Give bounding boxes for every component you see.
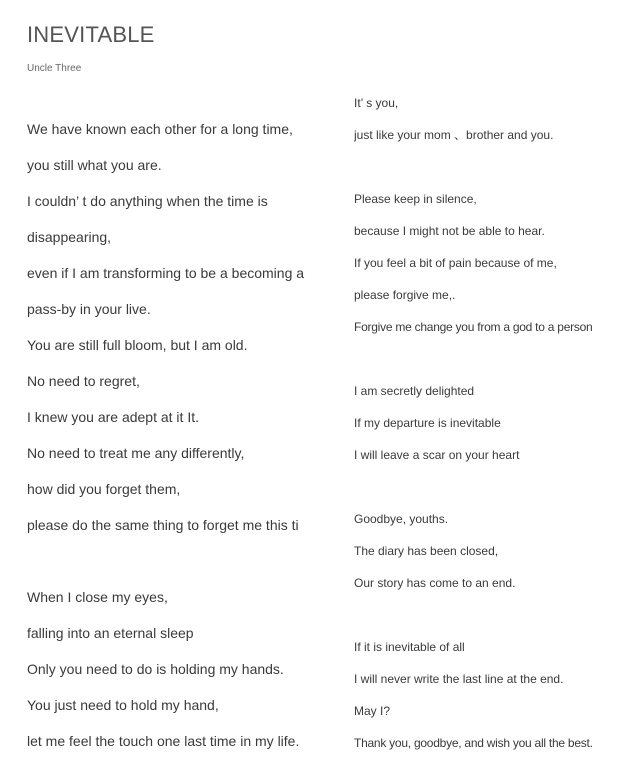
poem-line: I knew you are adept at it It. <box>27 409 199 425</box>
poem-line: even if I am transforming to be a becoming a <box>27 265 305 281</box>
poem-line: Forgive me change you from a god to a person <box>354 320 593 334</box>
poem-line: Goodbye, youths. <box>354 512 449 526</box>
poem-line: No need to treat me any differently, <box>27 445 245 461</box>
poem-line: You just need to hold my hand, <box>27 697 219 713</box>
poem-line: just like your mom 、brother and you. <box>354 128 554 142</box>
poem-line: When I close my eyes, <box>27 589 168 605</box>
poem-line: Only you need to do is holding my hands. <box>27 661 284 677</box>
poem-line: May I? <box>354 704 391 718</box>
poem-line: disappearing, <box>27 229 112 245</box>
poem-line: falling into an eternal sleep <box>27 625 194 641</box>
poem-line: I will never write the last line at the end. <box>354 672 564 686</box>
poem-line: pass-by in your live. <box>27 301 151 317</box>
poem-title: INEVITABLE <box>27 22 155 47</box>
poem-line: No need to regret, <box>27 373 140 389</box>
stanza-break <box>354 607 640 639</box>
poem-line: please forgive me,. <box>354 288 456 302</box>
poem-line: I am secretly delighted <box>354 384 475 398</box>
poem-line: If you feel a bit of pain because of me, <box>354 256 557 270</box>
poem-line: Please keep in silence, <box>354 192 477 206</box>
poem-line: If it is inevitable of all <box>354 640 465 654</box>
poem-line: It’ s you, <box>354 96 399 110</box>
poem-line: I will leave a scar on your heart <box>354 448 520 462</box>
poem-line: let me feel the touch one last time in my life. <box>27 733 300 749</box>
poem-line: The diary has been closed, <box>354 544 499 558</box>
poem-line: If my departure is inevitable <box>354 416 501 430</box>
poem-line: please do the same thing to forget me this ti <box>27 517 299 533</box>
stanza-break <box>354 479 640 511</box>
poem-left-column <box>27 120 315 768</box>
poem-author: Uncle Three <box>27 63 82 74</box>
poem-line: We have known each other for a long time, <box>27 121 293 137</box>
poem-line: I couldn’ t do anything when the time is <box>27 193 268 209</box>
stanza-break <box>354 159 640 191</box>
poem-line: Thank you, goodbye, and wish you all the best. <box>354 736 593 750</box>
poem-line: how did you forget them, <box>27 481 181 497</box>
stanza-break <box>354 351 640 383</box>
stanza-break <box>27 552 315 588</box>
poem-line: because I might not be able to hear. <box>354 224 545 238</box>
poem-right-column <box>354 95 640 767</box>
poem-line: you still what you are. <box>27 157 162 173</box>
poem-line: You are still full bloom, but I am old. <box>27 337 248 353</box>
poem-line: Our story has come to an end. <box>354 576 516 590</box>
